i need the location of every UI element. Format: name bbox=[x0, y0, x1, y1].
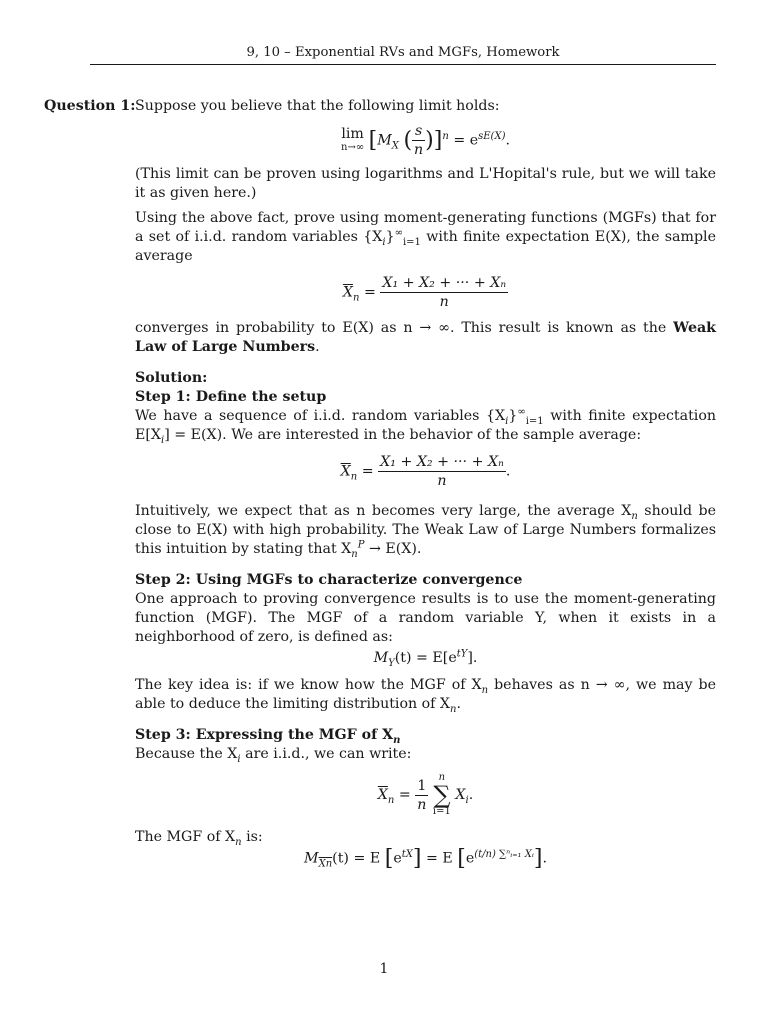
limit-fraction: $\frac{s}{n}$ bbox=[414, 123, 424, 158]
solution-label: Solution: bbox=[135, 370, 208, 386]
step2-paragraph1: One approach to proving convergence results is to use the moment-generating function (MGF). The MGF of a random variable Y, when it exists in a neighborhood of zero, is defined as: bbox=[135, 591, 716, 645]
page-header: 9, 10 – Exponential RVs and MGFs, Homework bbox=[246, 45, 560, 60]
step3-sum-equation: $\overline{X}_n$ = $\frac{1}{n}$ n ∑ i=1 $X_i$. bbox=[377, 772, 474, 817]
step2-equation: $M_Y(t) = E[e^{tY}]$. bbox=[373, 648, 478, 669]
step3-mgf-equation: $M_{Xn}(t) = E$ $[e^{tX}] = E$ $[e^{(t/n) \sum^nᵢ_{=1} Xᵢ}]$. bbox=[304, 846, 547, 871]
step2-paragraph2: The key idea is: if we know how the MGF of $X_n$ behaves as n → ∞, we may be able to deduce the limiting distribution of $X_n$. bbox=[135, 677, 716, 715]
sample-average-equation: $\overline{X}_n$ = $\frac{\text{X₁ + X₂ + ··· + Xₙ}}{n}$ bbox=[342, 275, 507, 310]
question-note: (This limit can be proven using logarithms and L'Hopital's rule, but we will take it as given here.) bbox=[135, 166, 716, 201]
limit-equation: lim n→∞ [$M_X$ ( $\frac{s}{n}$ )]$^n = e^{sE(X)}$. bbox=[341, 123, 510, 158]
step3-paragraph2: The MGF of $X_n$ is: bbox=[135, 829, 263, 848]
step1-paragraph2: Intuitively, we expect that as n becomes very large, the average $X_n$ should be close to E(X) with high probability. The Weak Law of Large Numbers formalizes this intuition by stating that $X_n^P \to E(X)$. bbox=[135, 503, 717, 560]
question-task: Using the above fact, prove using moment-generating functions (MGFs) that for a set of i.i.d. random variables $\{X_i\}^\infty_{i=1}$ with finite expectation E(X), the sample average bbox=[135, 210, 716, 264]
page-number: 1 bbox=[379, 961, 389, 977]
step1-paragraph1: We have a sequence of i.i.d. random variables $\{X_i\}^\infty_{i=1}$ with finite expectation $E[X_i] = E(X)$. We are interested in the behavior of the sample average: bbox=[135, 406, 717, 446]
question-body bbox=[135, 97, 716, 869]
sample-average-fraction: $\frac{\text{X₁ + X₂ + ··· + Xₙ}}{n}$ bbox=[382, 275, 507, 310]
step2-heading: Step 2: Using MGFs to characterize convergence bbox=[135, 572, 523, 588]
question-label: Question 1: bbox=[44, 98, 136, 114]
header-rule bbox=[90, 64, 716, 65]
question-converge: converges in probability to E(X) as n → ∞. This result is known as the Weak Law of Large Numbers. bbox=[135, 320, 716, 355]
summation-symbol: n ∑ i=1 bbox=[432, 772, 451, 817]
step3-heading: Step 3: Expressing the MGF of $X_n$ bbox=[135, 727, 401, 746]
limit-operator: lim n→∞ bbox=[341, 125, 365, 153]
step1-heading: Step 1: Define the setup bbox=[135, 389, 327, 405]
step3-paragraph1: Because the $X_i$ are i.i.d., we can write: bbox=[135, 746, 412, 765]
step1-equation: $\overline{X}_n$ = $\frac{\text{X₁ + X₂ + ··· + Xₙ}}{n}$ . bbox=[340, 454, 511, 489]
question-intro: Suppose you believe that the following limit holds: bbox=[135, 98, 500, 114]
